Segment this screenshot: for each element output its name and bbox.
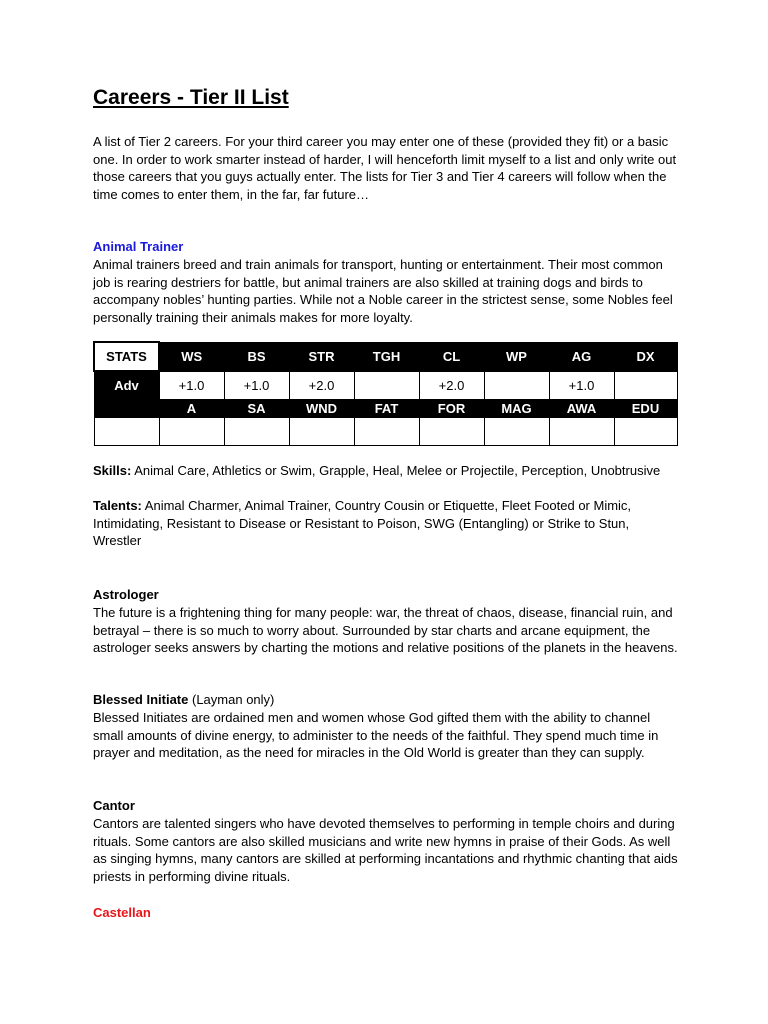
empty-cell (159, 418, 224, 446)
stats-adv-row (94, 371, 677, 400)
empty-cell (94, 418, 159, 446)
talents-label: Talents: (93, 498, 142, 513)
adv-value-cell: +2.0 (419, 371, 484, 400)
stats-header2-cell: MAG (484, 400, 549, 418)
stats-header-cell: WS (159, 342, 224, 371)
animal-trainer-description: Animal trainers breed and train animals for transport, hunting or entertainment. Their most common job is rearing destriers for battle, but animal trainers are also skilled at training dogs and birds to accompany nobles’ hunting parties. While not a Noble career in the strictest sense, some Nobles feel personally training their animals makes for more loyalty. (93, 257, 673, 325)
empty-cell (549, 418, 614, 446)
stats-header-cell: STR (289, 342, 354, 371)
stats-header2-cell: WND (289, 400, 354, 418)
astrologer-heading: Astrologer (93, 587, 159, 602)
talents-text: Animal Charmer, Animal Trainer, Country Cousin or Etiquette, Fleet Footed or Mimic, Intimidating, Resistant to Disease or Resistant to Poison, SWG (Entangling) or Strike to Stun, Wrestler (93, 498, 632, 549)
empty-cell (484, 418, 549, 446)
blessed-initiate-note: (Layman only) (192, 692, 275, 707)
cantor-heading: Cantor (93, 798, 135, 813)
skills-paragraph (93, 462, 678, 480)
adv-value-cell: +2.0 (289, 371, 354, 400)
castellan-heading: Castellan (93, 905, 151, 920)
empty-cell (419, 418, 484, 446)
stats-header2-cell: FOR (419, 400, 484, 418)
stats-header2-cell: A (159, 400, 224, 418)
blessed-initiate-heading: Blessed Initiate (93, 692, 189, 707)
skills-text: Animal Care, Athletics or Swim, Grapple, Heal, Melee or Projectile, Perception, Unobtrusive (134, 463, 661, 478)
stats-header-cell: WP (484, 342, 549, 371)
adv-value-cell (484, 371, 549, 400)
stats-empty-row (94, 418, 677, 446)
stats-header2-empty-cell (94, 400, 159, 418)
adv-value-cell: +1.0 (224, 371, 289, 400)
page-title: Careers - Tier II List (93, 86, 289, 109)
stats-header-cell: BS (224, 342, 289, 371)
intro-paragraph: A list of Tier 2 careers. For your third career you may enter one of these (provided they fit) or a basic one. In order to work smarter instead of harder, I will henceforth limit myself to a list and only write out those careers that you guys actually enter. The lists for Tier 3 and Tier 4 careers will follow when the time comes to enter them, in the far, far future… (93, 134, 677, 202)
blessed-initiate-description: Blessed Initiates are ordained men and women whose God gifted them with the ability to channel small amounts of divine energy, to administer to the needs of the faithful. They spend much time in prayer and meditation, as the need for miracles in the Old World is greater than they can supply. (93, 710, 659, 761)
stats-header-cell: TGH (354, 342, 419, 371)
stats-header-cell: AG (549, 342, 614, 371)
blessed-initiate-heading-line (93, 691, 274, 709)
stats-header2-cell: FAT (354, 400, 419, 418)
stats-header2-cell: EDU (614, 400, 677, 418)
adv-value-cell (614, 371, 677, 400)
empty-cell (614, 418, 677, 446)
stats-header2-row (94, 400, 677, 418)
empty-cell (224, 418, 289, 446)
adv-value-cell: +1.0 (549, 371, 614, 400)
stats-corner-cell: STATS (94, 342, 159, 371)
stats-header-cell: DX (614, 342, 677, 371)
skills-label: Skills: (93, 463, 132, 478)
talents-paragraph (93, 497, 678, 550)
astrologer-description: The future is a frightening thing for many people: war, the threat of chaos, disease, financial ruin, and betrayal – there is so much to worry about. Surrounded by star charts and arcane equipment, the astrologer seeks answers by charting the motions and relative positions of the planets in the heavens. (93, 605, 678, 656)
stats-header2-cell: AWA (549, 400, 614, 418)
adv-value-cell: +1.0 (159, 371, 224, 400)
adv-value-cell (354, 371, 419, 400)
stats-header-cell: CL (419, 342, 484, 371)
empty-cell (354, 418, 419, 446)
stats-header-row (94, 342, 677, 371)
stats-header2-cell: SA (224, 400, 289, 418)
cantor-description: Cantors are talented singers who have devoted themselves to performing in temple choirs and during rituals. Some cantors are also skilled musicians and write new hymns in praise of their Gods. As well as singing hymns, many cantors are skilled at performing incantations and rhythmic chanting that aids priests in performing divine rituals. (93, 816, 678, 884)
adv-label-cell: Adv (94, 371, 159, 400)
animal-trainer-heading: Animal Trainer (93, 239, 184, 254)
empty-cell (289, 418, 354, 446)
stats-table (93, 341, 678, 446)
